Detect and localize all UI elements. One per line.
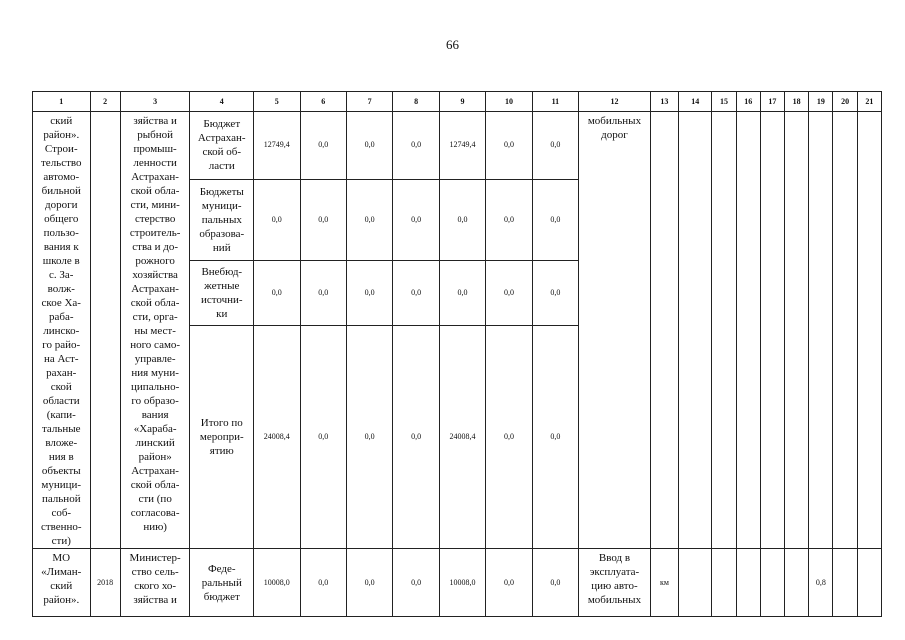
empty-cell xyxy=(785,112,809,549)
column-header: 21 xyxy=(857,92,881,112)
value-cell: 10008,0 xyxy=(254,549,300,617)
column-header: 7 xyxy=(346,92,392,112)
value-cell: 0,0 xyxy=(254,179,300,261)
empty-cell xyxy=(679,112,712,549)
column-header: 2 xyxy=(90,92,120,112)
value-cell: 0,0 xyxy=(254,261,300,326)
value-cell: 0,0 xyxy=(300,112,346,180)
value-cell: 0,0 xyxy=(532,326,578,549)
table-row xyxy=(33,112,882,180)
executor-cell: зяйства и рыбной промыш- ленности Астрахан- ской обла- сти, мини- стерство строитель- ства и до- рожного хозяйства Астрахан- ской обла- сти, орга- ны мест- ного само- управле- ния муни- ципально- го образо- вания «Хараба- линский район» Астрахан- ской обла- сти (по согласова- нию) xyxy=(120,112,190,549)
year-cell: 2018 xyxy=(90,549,120,617)
value-cell: 0,0 xyxy=(486,326,532,549)
value-cell: 0,0 xyxy=(486,549,532,617)
value-cell: 0,0 xyxy=(300,179,346,261)
object-name-cell: ский район». Строи- тельство автомо- бильной дороги общего пользо- вания к школе в с. За- волж- ское Ха- раба- линско- го райо- на Аст- рахан- ской области (капи- тальные вложе- ния в объекты муници- пальной соб- ственно- сти) xyxy=(33,112,91,549)
value-cell: 0,0 xyxy=(439,261,485,326)
value-cell: 24008,4 xyxy=(439,326,485,549)
funding-source-cell: Итого по меропри- ятию xyxy=(190,326,254,549)
value-cell: 0,0 xyxy=(486,112,532,180)
object-name-cell: МО «Лиман- ский район». xyxy=(33,549,91,617)
column-header: 14 xyxy=(679,92,712,112)
empty-cell xyxy=(833,112,857,549)
value-cell: 0,0 xyxy=(346,179,392,261)
column-header: 9 xyxy=(439,92,485,112)
funding-source-cell: Бюджет Астрахан- ской об- ласти xyxy=(190,112,254,180)
value-cell: 0,0 xyxy=(393,549,439,617)
unit-cell: км xyxy=(650,549,678,617)
column-header: 16 xyxy=(736,92,760,112)
column-header: 20 xyxy=(833,92,857,112)
executor-cell: Министер- ство сель- ского хо- зяйства и xyxy=(120,549,190,617)
indicator-cell: Ввод в эксплуата- цию авто- мобильных xyxy=(579,549,651,617)
header-row xyxy=(33,92,882,112)
value-cell: 0,0 xyxy=(486,179,532,261)
column-header: 12 xyxy=(579,92,651,112)
table-row xyxy=(33,549,882,617)
value-cell: 0,0 xyxy=(532,261,578,326)
funding-source-cell: Внебюд- жетные источни- ки xyxy=(190,261,254,326)
value-cell: 0,0 xyxy=(346,326,392,549)
value-cell: 0,0 xyxy=(532,549,578,617)
empty-cell xyxy=(650,112,678,549)
value-cell: 0,0 xyxy=(346,261,392,326)
value-cell: 0,0 xyxy=(439,179,485,261)
empty-cell xyxy=(857,112,881,549)
empty-cell xyxy=(785,549,809,617)
value-cell: 0,0 xyxy=(346,549,392,617)
target-value-cell: 0,8 xyxy=(809,549,833,617)
column-header: 6 xyxy=(300,92,346,112)
value-cell: 0,0 xyxy=(532,112,578,180)
value-cell: 0,0 xyxy=(393,261,439,326)
empty-cell xyxy=(736,112,760,549)
value-cell: 12749,4 xyxy=(439,112,485,180)
column-header: 13 xyxy=(650,92,678,112)
empty-cell xyxy=(857,549,881,617)
value-cell: 0,0 xyxy=(393,179,439,261)
empty-cell xyxy=(712,549,736,617)
value-cell: 10008,0 xyxy=(439,549,485,617)
column-header: 4 xyxy=(190,92,254,112)
page-number: 66 xyxy=(446,37,459,52)
value-cell: 0,0 xyxy=(393,112,439,180)
value-cell: 0,0 xyxy=(393,326,439,549)
value-cell: 24008,4 xyxy=(254,326,300,549)
year-cell xyxy=(90,112,120,549)
column-header: 11 xyxy=(532,92,578,112)
column-header: 8 xyxy=(393,92,439,112)
empty-cell xyxy=(679,549,712,617)
value-cell: 0,0 xyxy=(486,261,532,326)
column-header: 17 xyxy=(760,92,784,112)
column-header: 5 xyxy=(254,92,300,112)
empty-cell xyxy=(809,112,833,549)
column-header: 1 xyxy=(33,92,91,112)
column-header: 19 xyxy=(809,92,833,112)
empty-cell xyxy=(760,549,784,617)
column-header: 18 xyxy=(785,92,809,112)
funding-source-cell: Феде- ральный бюджет xyxy=(190,549,254,617)
value-cell: 0,0 xyxy=(300,261,346,326)
column-header: 15 xyxy=(712,92,736,112)
column-header: 10 xyxy=(486,92,532,112)
empty-cell xyxy=(760,112,784,549)
value-cell: 0,0 xyxy=(346,112,392,180)
value-cell: 12749,4 xyxy=(254,112,300,180)
program-table xyxy=(32,91,882,617)
empty-cell xyxy=(833,549,857,617)
empty-cell xyxy=(736,549,760,617)
column-header: 3 xyxy=(120,92,190,112)
value-cell: 0,0 xyxy=(300,326,346,549)
empty-cell xyxy=(712,112,736,549)
indicator-cell: мобильных дорог xyxy=(579,112,651,549)
value-cell: 0,0 xyxy=(300,549,346,617)
value-cell: 0,0 xyxy=(532,179,578,261)
funding-source-cell: Бюджеты муници- пальных образова- ний xyxy=(190,179,254,261)
